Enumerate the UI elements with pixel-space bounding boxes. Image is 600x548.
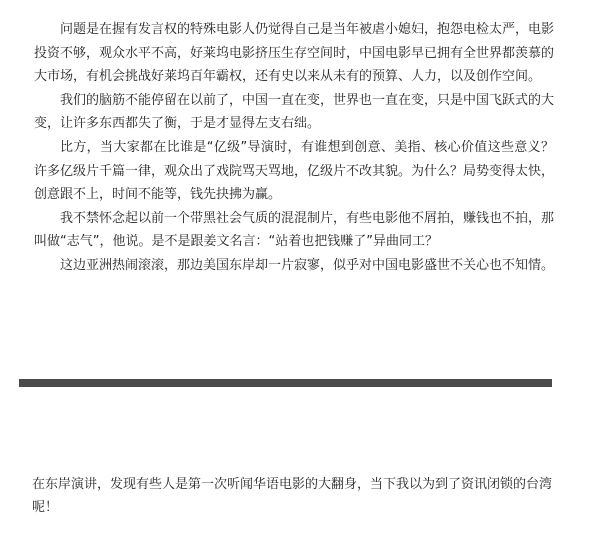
paragraph: 问题是在握有发言权的特殊电影人仍觉得自己是当年被虐小媳妇，抱怨电检太严，电影投资不够，观众水平不高，好莱坞电影挤压生存空间时，中国电影早已拥有全世界都羡慕的大市场，有机会挑战好莱坞百年霸权，还有史以来从未有的预算、人力，以及创作空间。 [34,22,555,85]
paragraph: 我们的脑筋不能停留在以前了，中国一直在变，世界也一直在变，只是中国飞跃式的大变，让许多东西都失了衡，于是才显得左支右绌。 [34,92,555,132]
paragraph: 这边亚洲热闹滚滚，那边美国东岸却一片寂寥，似乎对中国电影盛世不关心也不知情。 [60,257,555,273]
paragraph: 比方，当大家都在比谁是“亿级”导演时，有谁想到创意、美指、核心价值这些意义？许多亿级片千篇一律，观众出了戏院骂天骂地，亿级片不改其貌。为什么？局势变得太快，创意跟不上，时间不能等，钱先抉拂为赢。 [34,139,555,203]
article-body [34,18,554,278]
caption-text: 在东岸演讲，发现有些人是第一次听闻华语电影的大翻身，当下我以为到了资讯闭锁的台湾呢！ [32,477,553,515]
divider-bar [19,379,552,387]
paragraph: 我不禁怀念起以前一个带黑社会气质的混混制片，有些电影他不屑拍，赚钱也不拍，那叫做“志气”，他说。是不是跟姜文名言：“站着也把钱赚了”异曲同工？ [34,210,555,250]
caption-block [32,473,572,519]
